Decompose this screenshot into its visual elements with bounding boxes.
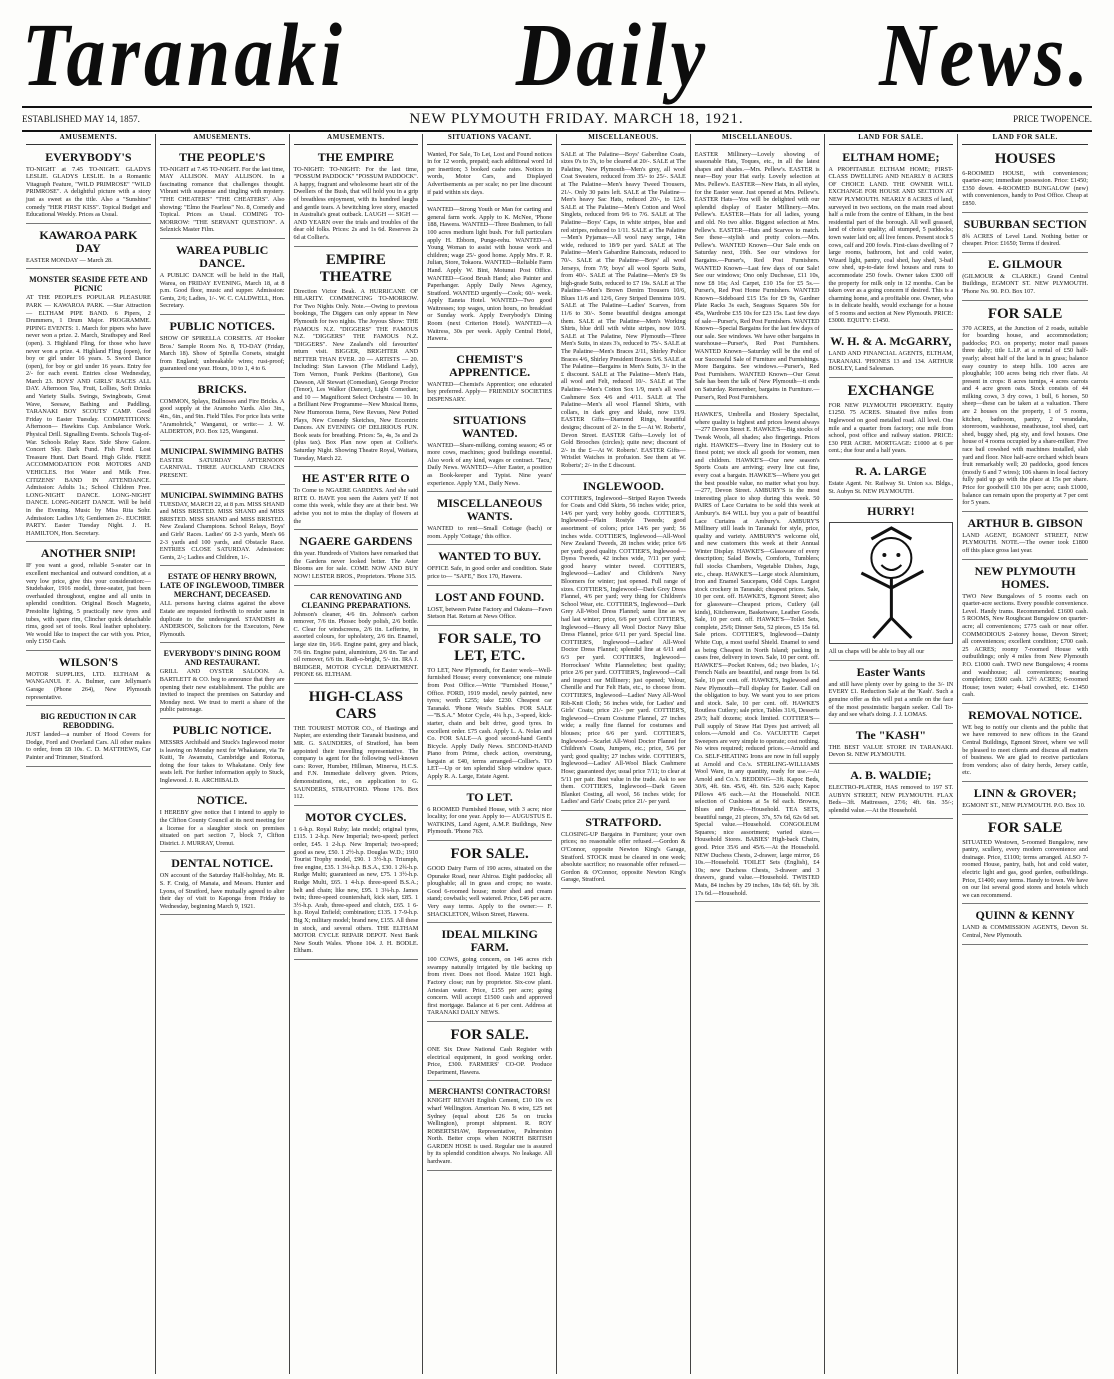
ad-title: R. A. LARGE: [855, 464, 927, 478]
ad-title: KAWAROA PARK DAY: [39, 227, 138, 255]
advertisement: [160, 854, 285, 915]
ad-title: SUBURBAN SECTION: [963, 216, 1087, 231]
ad-title: WILSON'S: [58, 654, 119, 669]
ad-title: FOR SALE, TO LET, ETC.: [438, 630, 542, 664]
ad-title: EVERYBODY'S: [45, 149, 132, 164]
ad-body: HAWKE'S, Umbrella and Hosiery Specialist, where quality is highest and prices lowest always—277 Devon Street E. HAWKE'S—Big stocks of Tweak Wools, all shades; also fingerings. Prices right. HAWKE'S—Every line in Hosiery cut to finest point; we stock all goods for women, men and children. HAWKE'S—Our new season's Sports Coats are arriving; every line cut fine, every coat a bargain. HAWKE'S—Where you get the best possible value, no matter what you buy.—277, Devon Street. AMBURY'S is the most interesting place to shop during this week. 50 PAIRS of Lace Curtains to be sold this week at Ambury's. 8/4 WILL buy you a pair of beautiful Lace Curtains at Ambury's. AMBURY'S Millinery still leads in Taranaki for style, price, quality and variety. AMBURY'S welcome old, and new customers this week at their Annual Winter Display. HAWKE'S—Glassware of every description; Salad Bowls, Comforts, Tumblers; full stocks Chambers, Vegetable Dishes, Jugs, etc., cheap. HAWKE'S—Large stock Aluminium, Iron and Enamel Saucepans, Odd Cups. Largest stock crockery in Taranaki; cheapest prices. Sale, 10 per cent. off. HAWKE'S, Egmont Street; also for glassware—Cheapest prices, Cutlery (all kinds), Kitchenware, Basketware, Leather Goods. Sale, 10 per cent. off. HAWKE'S—Toilet Sets, complete, 25/6; Dinner Sets, 52 pieces, £5 15s 6d. Sale prices. COTTIER'S, Inglewood—Dainty White Cup, a most useful Shield. Enamel to send as being Cheapest in North Island; packing in cases free, delivery in town. Sale, 10 per cent. off. HAWKE'S—Pocket Knives, 6d.; two blades, 1/-; French Nails are beautiful, and range from 1s 6d. Sale, 10 per cent. off. HAWKE'S, Inglewood and New Plymouth—Full display for Easter. Call on the obligation to buy. We want you to see prices and stock. Sale, 10 per cent. off. HAWKE'S Routless Cutlery; sale price, Tables 31/6, Desserts 29/3; half dozens; stock limited. COTTIER'S—Full supply of Straw Hat Dyes just arrived; all colors.—Arnold and Co. VACUETTE Carpet Sweepers are very simple to operate; cost nothing. No wires required; reduced prices.—Arnold and Co. SELF-HEATING Irons are now in full supply at Arnold and Co.'s. STERLING-WILLIAMS Wool Ware, in any quantity, ready for use.—At Arnold and Co.'s. BEDDING—3ft. Kapoc Beds, 30/6, 4ft. 6in. 45/6, 4ft. 6in. 52/6 each; Kapoc Pillows 4/6 each.—At the Household. NICE selection of Cushions at 5s 6d each. Browns, Blues and Pinks.—Household. TEA SETS, beautiful range, 21 pieces, 37s, 57s 6d, 62s 6d set. Special value.—Household. CONGOLEUM Squares; nice assortment; varied sizes.—Household Stores. BABIES' High-back Chairs, good. Price 35/6 and 45/6.—At the Household. NEW Duchess Chests, 2-drawer, large mirror, £6 10s.—Household. TOILET Sets (English), £4 10s; new Duchess Chests, 3-drawer and 3 drawers, grand value.—Household. TWISTED Mats, 84 inches by 29 inches, 18s 6d; 6ft. by 3ft. 17s 6d.—Household.: [694, 411, 820, 897]
advertisement: [427, 1083, 552, 1170]
advertisement: [561, 813, 686, 889]
masthead-word-1: Taranaki: [22, 4, 346, 105]
ad-title: INGLEWOOD.: [582, 478, 664, 493]
ad-title: LOST AND FOUND.: [435, 589, 545, 604]
advertisement: [962, 514, 1088, 560]
advertisement: [695, 408, 820, 902]
ad-body: EASTER MONDAY — March 28.: [26, 256, 113, 264]
established-text: ESTABLISHED MAY 14, 1857.: [22, 114, 140, 124]
column-heading: LAND FOR SALE.: [962, 134, 1088, 145]
advertisement: [294, 469, 419, 530]
ad-body: COMMON, Splays, Bullnoses and Fire Bricks. A good supply at the Aramoho Yards. Also 3in., 4in., 6in., and 9in. Field Tiles. For price lists write "Aramohrick," Wanganui, or write:— J. W. ALDERTON, P.O. Box 125, Wanganui.: [159, 397, 285, 436]
advertisement: [427, 1024, 552, 1081]
cartoon-figure-icon: [830, 523, 953, 643]
ad-body: TO LET, New Plymouth, for Easter week—Well-furnished House; every convenience; one minute from Post Office.—Write "Furnished House," Office. FORD, 1919 model, newly painted, new tyres; worth £255; take £230. Cheapest car Taranaki. 'Phone West's Stables. FOR SALE—"B.S.A." Motor Cycle, 4¼ h.p., 3-speed, kick-starter, chain and belt drive, good tyres. In excellent order. £75 cash. Apply L. A. Nolan and Co. FOR SALE—A good second-hand Gent's Bicycle. Apply Daily News. SECOND-HAND Piano from Prime, check action, overstrung, bargain at £40, terms arranged—Collier's. TO LET—Up or ten splendid Shop window space. Apply R. A. Large, Estate Agent.: [427, 666, 552, 781]
ad-title: MOTOR CYCLES.: [305, 809, 407, 824]
ad-title: FOR SALE: [987, 819, 1063, 836]
ad-title: PUBLIC NOTICE.: [172, 722, 272, 737]
ad-body: this year. Hundreds of Visitors have remarked that the Gardens never looked better. The Aster Blooms are for sale. COME NOW AND BUY NOW! LESTER BROS., Proprietors. 'Phone 315.: [293, 550, 419, 580]
advertisement: [427, 788, 552, 841]
advertisement: [160, 148, 285, 239]
advertisement: [160, 721, 285, 790]
advertisement: [695, 148, 820, 407]
ad-body: THE BEST VALUE STORE IN TARANAKI. Devon St. NEW PLYMOUTH.: [828, 743, 954, 759]
ad-body: COTTIER'S, Inglewood—Striped Rayon Tweeds for Coats and Odd Skirts, 56 inches wide; price, 14/6 per yard; very hobby goods. COTTIER'S, Inglewood—Plain Rostyle Tweeds; good assortment of colors; price 14/6 per yard; 56 inches wide. COTTIER'S, Inglewood—All-Wool New Zealand Tweeds, 28 inches wide; price 6/6 per yard; good quality. COTTIER'S, Inglewood—Dyess Tweeds, 42 inches wide, 7/11 per yard; good heavy winter tweed. COTTIER'S, Inglewood—Ladies' and Children's Navy Bloomers for winter; just opened. Full range of sizes. COTTIER'S, Inglewood—Dark Grey Dress Flannel, 4/6 per yard; very thing for Children's School Wear, etc. COTTIER'S, Inglewood—Dark Grey All-Wool Dress Flannel; same line as we had last winter; price, 6/6 per yard. COTTIER'S, Inglewood—Heavy all Wool Doctor Navy Blue Dress Flannel, price 6/11 per yard. Special line. COTTIER'S, Inglewood—Ladies' All-Wool Doctor Dress Flannel; splendid line at 6/11 and 6/3 per yard. COTTIER'S, Inglewood—Horrockses' White Flannelettes; best quality; price 2/6 per yard. COTTIER'S, Inglewood—Call and inspect our Millinery; just opened; Velour, Chenille and Fur Felt Hats, etc., to choose from. COTTIER'S, Inglewood—Ladies' Navy All-Wool Rib-Knit Cloth; 56 inches wide, for Ladies' and Girls' Coats; price 21/- per yard. COTTIER'S, Inglewood—Cream Costume Flannel, 27 inches wide; a really fine flannel for costumes and blouses; price 6/6 per yard. COTTIER'S, Inglewood—Scarlet All-Wool Doctor Flannel for Children's Coats, Jumpers, etc.; price, 5/6 per yard; good quality; 27 inches wide. COTTIER'S, Inglewood—Ladies' All-Wool Black Cashmere Hose; guaranteed dye; usual price 7/11; to clear at 5/11 per pair. Best value in the trade. Ask to see them. COTTIER'S, Inglewood—Dark Green Blanket Costing, all wool, 56 inches wide; for Ladies' and Girls' Coats; price 21/- per yard.: [561, 494, 686, 806]
advertisement: [829, 332, 954, 378]
advertisement: [160, 317, 285, 378]
ad-title: LINN & GROVER;: [973, 786, 1077, 801]
advertisement: [962, 784, 1088, 815]
advertisement: [294, 808, 419, 960]
ad-title: HOUSES: [994, 150, 1056, 167]
column-6: [691, 134, 825, 1374]
advertisement: [962, 706, 1088, 782]
column-3: [290, 134, 424, 1374]
ad-body: and still have plenty over by going to the 3/- IN EVERY £1. Reduction Sale at the 'Kash'. Such a genuine offer as this will put a smile on the face of the most pessimistic bargain seeker. Call To-day and see what's doing. J. J. LOMAS.: [828, 680, 954, 719]
ad-title: WAREA PUBLIC DANCE.: [175, 242, 269, 270]
ad-body: TO-NIGHT at 7.45 TO-NIGHT. For the last time, MAY ALLISON. MAY ALLISON. In a fascinating romance that challenges thought. Vibrant with suspense and tingling with mystery. "THE CHEATERS" "THE CHEATERS". Also showing: "Elmo the Fearless" No. 8, Comedy and Topical. Prices as Usual. COMING TO-MORROW: "THE SERVANT QUESTION". A Selznick Master Film.: [159, 165, 285, 234]
price-text: PRICE TWOPENCE.: [1013, 114, 1092, 124]
ad-title: MONSTER SEASIDE FETE AND PICNIC: [29, 275, 148, 294]
ad-body: SITUATED Westown, 5-roomed Bungalow, new pantry, scullery, every modern convenience and drainage. Price, £1100; terms arranged. ALSO 7-roomed House, pantry, bath, hot and cold water, electric light and gas, good garden, outbuildings. Price, £1400; easy terms. Handy to town. We have on our list several good stores and hotels which we can recommend.: [962, 838, 1088, 899]
advertisement: [160, 443, 285, 485]
ad-title: THE EMPIRE: [317, 149, 395, 164]
masthead-word-3: News.: [879, 4, 1092, 105]
ad-body: EASTER Millinery—Lovely showing of seasonable Hats, Toques, etc., in all the latest shapes and shades.—Mrs. Pellew's. EASTER is near—Buy your Hat early. Lovely selection at Mrs. Pellew's. EASTER—New Hats, in all styles, for the Easter wear. Just opened at Mrs. Pellew's. EASTER Hats—You will be delighted with our splendid display of Easter Millinery.—Mrs. Pellew's. EASTER—Hats for all ladies, young and old. No two alike. Biggest selection at Mrs. Pellew's. EASTER—Hats and Scarves to match. See these—stylish and pretty colors.—Mrs. Pellew's. WANTED Known—Our Sale ends on Saturday next, 19th. See our windows for Bargains.—Purser's, Red Post Furnishers. WANTED Known—Last few days of our Sale! See our windows; Ono only Duchesse, £11 10s, now £8 16s; Axl Carpet, £10 15s for £5 5s.—Purser's, Red Post Home Furnishers. WANTED Known—Sideboard £15 15s for £9 9s, Gardner Plate Racks 3s each, Seagrass Squares 50s for 45s, Wardrobe £35 10s for £23 15s. Last few days of sale—Purser's, Red Post Furnishers. WANTED Known—Special Bargains for the last few days of our sale. See windows. We have other bargains in warehouse—Purser's, Red Post Furnishers. WANTED Known—Saturday will be the end of our Successful Sale of Furniture and Furnishings. More Bargains. See windows.—Purser's, Red Post Furnishers. WANTED Known—Our Great Sale has been the talk of New Plymouth—it ends on Saturday. Remember, bargains in Furniture.—Purser's, Red Post Furnishers.: [694, 150, 820, 401]
ad-title: NGAERE GARDENS: [299, 534, 413, 549]
ad-body: IF you want a good, reliable 5-seater car in excellent mechanical and outward condition, at a very low price, give this your consideration:— Studebaker, 1916 model, three-seater, just been overhauled throughout, engine and all units in splendid condition. Original Bosch Magneto, Prestolite lighting, 5 practically new tyres and tubes, with spare rim, Clincher quick detachable rims, good set of tools. Real leather upholstery. We would like to inspect the car with you. Price, only £150 Cash.: [26, 562, 151, 646]
ad-title: E. GILMOUR: [988, 256, 1063, 271]
ad-title: W. H. & A. McGARRY,: [830, 334, 952, 349]
ad-title: MISCELLANEOUS WANTS.: [436, 496, 543, 524]
ad-body: EASTER SATURDAY AFTERNOON CARNIVAL. THREE AUCKLAND CRACKS PRESENT.: [159, 456, 285, 480]
advertisement: [561, 148, 686, 475]
ad-body: CLOSING-UP Bargains in Furniture; your own prices; no reasonable offer refused.—Gordon & O'Connor, opposite Newton King's Garage, Stratford. STOCK must be cleared in one week; absolute sacrifice; no reasonable offer refused.—Gordon & O'Connor, opposite Newton King's Garage, Stratford.: [561, 830, 686, 884]
advertisement: [829, 148, 954, 330]
advertisement: [962, 562, 1088, 704]
advertisement: [962, 817, 1088, 905]
ad-title: ELTHAM HOME;: [842, 149, 940, 164]
ad-body: JUST landed—a number of Hood Covers for Dodge, Ford and Overland Cars. All other makes to order, from £8 10s. C. D. MATTHEWS, Car Painter and Trimmer, Stratford.: [26, 731, 151, 762]
ad-title: EXCHANGE: [847, 382, 935, 399]
ad-body: To Come to NGAERE GARDENS. And she said RITE O. HAVE you seen the Asters yet? If not come this week, while they are at their best. We advise you not to miss the display of flowers at the: [293, 487, 419, 525]
ad-title: EMPIRE THEATRE: [319, 251, 392, 285]
ad-body: I HEREBY give notice that I intend to apply to the Clifton County Council at its next meeting for a license for a slaughter stock on premises situated on part section 7, block 7, Clifton District. J. MURRAY, Urenui.: [159, 809, 285, 847]
ad-title: FOR SALE.: [450, 1026, 529, 1043]
ad-title: DENTAL NOTICE.: [171, 856, 274, 871]
issue-date: NEW PLYMOUTH FRIDAY. MARCH 18, 1921.: [409, 110, 744, 127]
advertisement: [160, 487, 285, 567]
ad-body: MESSRS Archibald and Stuck's Inglewood motor is leaving on Monday next for Whakatane, via Te Kuiti, Te Awamutu, Cambridge and Rotorua, doing the four takes to Whakatane. Only few seats left. For further information apply to Stuck, Inglewood. J. R. ARCHIBALD.: [159, 738, 285, 784]
advertisement: [427, 925, 552, 1022]
advertisement: [829, 726, 954, 764]
column-heading: LAND FOR SALE.: [829, 134, 954, 145]
ad-body: THE TOURIST MOTOR CO., of Hastings and Napier, are extending their Taranaki business, and MR. G. SAUNDERS, of Stratford, has been appointed their travelling representative. The company is agent for the following well-known cars: Rover, Humber, Hillman, Minerva, H.C.S. and F.N. Immediate delivery given. Prices, demonstrations, etc., on application to G. SAUNDERS, STRATFORD. 'Phone 176. Box 112.: [293, 724, 419, 801]
ad-title: Easter Wants: [856, 664, 926, 679]
ad-body: 1 6-h.p. Royal Ruby; late model; original tyres, £115. 1 2-h.p. New Imperial; two-speed; perfect order, £45. 1 2-h.p. New Imperial; two-speed; good as new, £50. 1 2½-h.p. Douglas W.D.; 1910 Tourist Trophy model, £90. 1 3½-h.p. Triumph, free engine, £35. 1 3¼-h.p. B.S.A., £30. 1 2¾-h.p. Rudge Multi; guaranteed as new, £75. 1 3½-h.p. Rudge Multi, £65. 1 4-h.p. three-speed B.S.A.; belt and chain; like new, £95. 1 3¼-h.p. James twin; three-speed countershaft, kick start, £85. 1 3½-h.p. Arab, three-speed and clutch, £65. 1 6-h.p. Royal Enfield; combination; £135. 1 7-9-h.p. Big X; military model; brand new, £155. All these in stock, and several others. THE ELTHAM MOTOR CYCLE REPAIR DEPOT. Next Bank New South Wales. 'Phone 104. J. H. BODLE. Eltham.: [293, 825, 419, 955]
ad-title: HE AST'ER RITE O: [302, 471, 410, 486]
column-heading: AMUSEMENTS.: [26, 134, 151, 145]
advertisement: [427, 547, 552, 585]
ad-body: OFFICE Safe, in good order and condition. State price to— "SAFE," Box 170, Hawera.: [427, 565, 552, 580]
ad-body: WANTED to rent—Small Cottage (bach) or room. Apply 'Cottage,' this office.: [427, 525, 552, 540]
advertisement: [294, 686, 419, 806]
advertisement: [294, 588, 419, 684]
advertisement: [160, 380, 285, 441]
masthead-word-2: Daily: [515, 4, 710, 105]
advertisement: [427, 203, 552, 348]
advertisement: [26, 226, 151, 270]
masthead: [22, 6, 1092, 104]
advertisement: [427, 843, 552, 923]
ad-body: KNIGHT REVAH English Cement, £10 10s ex wharf Wellington. American No. 8 wire, £25 net Sydney (equal about £26 5s on trucks Wellington), prompt shipment. R. ROY ROBERTSHAW, Representative, Palmerston North. Better crops when NORTH BRITISH GARDEN HOSE is used. Regular use is assured by its splendid condition always. No leakage. All hardware.: [427, 1097, 552, 1166]
ad-title: HIGH-CLASS CARS: [308, 688, 403, 722]
ad-title: FOR SALE: [987, 305, 1063, 322]
advertisement: [160, 645, 285, 719]
ad-body: WANTED—Share-milking, coming season; 45 or more cows, machines; good buildings essential. Also work of any kind, wages or contract. 'Tacu,' Daily News. WANTED—After Easter, a position as Book-keeper and Typist. Nine years' experience. Apply Y.M., Daily News.: [427, 441, 552, 487]
ad-title: CHEMIST'S APPRENTICE.: [449, 351, 531, 379]
ad-title: SITUATIONS WANTED.: [453, 412, 527, 440]
ad-title: EVERYBODY'S DINING ROOM AND RESTAURANT.: [163, 649, 281, 668]
ad-body: GRILL AND OYSTER SALOON. A. BARTLETT & CO. beg to announce that they are opening their new establishment. The public are invited to inspect the premises on Saturday and Monday next. We trust to merit a share of the public patronage.: [159, 668, 285, 714]
ad-body: TUESDAY, MARCH 22, at 8 p.m. MISS SHAND and MISS BRISTED. MISS SHAND and MISS BRISTED. MISS SHAND and MISS BRISTED. New Zealand Champions. School Relays, Boys' and Girls' Races. Ladies' 66 2-3 yards, Men's 66 2-3 yards and 100 yards, and Obstacle Race. ENTRIES CLOSE SATURDAY. Admission: Gents, 2/-; Ladies and Children, 1/-.: [159, 500, 285, 561]
column-heading: SITUATIONS VACANT.: [427, 134, 552, 145]
column-2: [156, 134, 290, 1374]
column-heading: AMUSEMENTS.: [160, 134, 285, 145]
ad-body: All us chaps will be able to buy all our: [828, 648, 925, 656]
ad-body: TWO New Bungalows of 5 rooms each on quarter-acre sections. Every possible convenience. Level. Handy trams. Recommended. £1600 cash. 5 ROOMS, New Roughcast Bungalow on quarter-acre; all conveniences; £775 cash or near offer. COMMODIOUS 2-storey house, Devon Street; all conveniences; excellent condition; £700 cash. 25 ACRES; roomy 7-roomed House with outbuildings; only 4 miles from New Plymouth P.O. £1000 cash. TWO new Bungalows; 4 rooms and washhouse; all conveniences; nearing completion; £600 cash. 12½ ACRES; 6-roomed House; town water; 4-bail cowshed, etc. £1450 cash.: [962, 592, 1088, 699]
advertisement: [829, 766, 954, 819]
ad-title: MERCHANTS! CONTRACTORS!: [428, 1087, 551, 1097]
ad-body: LAND AND FINANCIAL AGENTS, ELTHAM, TARANAKI. 'PHONES 13 and 134. ARTHUR BOSLEY, Land Salesman.: [828, 350, 954, 373]
ad-body: A PUBLIC DANCE will be held in the Hall, Warea, on FRIDAY EVENING, March 18, at 8 p.m. Good floor, music and supper. Admission: Gents, 2/6; Ladies, 1/-. W. C. CALDWELL, Hon. Secretary.: [159, 271, 285, 310]
column-7: [825, 134, 959, 1374]
advertisement: [427, 494, 552, 545]
ad-body: ELECTRO-PLATER, HAS removed to 197 ST. AUBYN STREET, NEW PLYMOUTH. FLAX Beds—3ft. Mattresses, 27/6; 4ft. 6in. 35/-; splendid value.—At the Household.: [828, 783, 954, 814]
ad-title: MUNICIPAL SWIMMING BATHS: [160, 446, 284, 456]
ad-title: NEW PLYMOUTH HOMES.: [974, 563, 1076, 591]
ad-title: MUNICIPAL SWIMMING BATHS: [160, 490, 284, 500]
ad-body: MOTOR SUPPLIES, LTD. ELTHAM & WANGANUI. F. A. Bulmer, care Jellyman's Garage (Phone 264), New Plymouth representative.: [26, 670, 151, 701]
ad-body: TO-NIGHT: TO-NIGHT: For the last time, "POSSUM PADDOCK" "POSSUM PADDOCK". A happy, fragrant and wholesome heart stir of the Dwellers of the Bush, that will hold you in a grip of breathless enjoyment, with its hundred laughs and gentle tears. A bewitching love story, enacted in Australia's great outback. LAUGH — SIGH — AND YEARN over the trials and troubles of the dear old folks. Prices: 2s and 1s 6d. Reserves 2s 6d at Collier's.: [293, 165, 419, 241]
ad-title: ESTATE OF HENRY BROWN, LATE OF INGLEWOOD, TIMBER MERCHANT, DECEASED.: [159, 572, 285, 600]
advertisement: [26, 544, 151, 651]
ad-title: ANOTHER SNIP!: [40, 546, 136, 561]
ad-body: (GILMOUR & CLARKE.) Grand Central Buildings, EGMONT ST. NEW PLYMOUTH. 'Phone No. 90. P.O. Box 107.: [962, 272, 1088, 295]
column-heading: AMUSEMENTS.: [294, 134, 419, 145]
ad-title: TO LET.: [466, 789, 513, 804]
ad-title: BIG REDUCTION IN CAR REBODDING.: [40, 712, 137, 731]
cartoon-illustration: [829, 522, 954, 644]
ad-body: 8¾ ACRES of Level Land. Nothing better or cheaper. Price: £1650; Terms if desired.: [962, 232, 1088, 248]
column-4: [423, 134, 557, 1374]
column-1: [22, 134, 156, 1374]
advertisement: [962, 148, 1088, 213]
advertisement: [829, 380, 954, 460]
ad-body: 6 ROOMED Furnished House, with 3 acre; nice locality; for one year. Apply to— AUGUSTUS E. WATKINS, Land Agent, A.M.P. Buildings, New Plymouth. 'Phone 763.: [427, 805, 552, 836]
ad-body: Johnson's cleaner, 4/6 tin. Johnson's carbon remover, 7/6 tin. Phosec body polish, 2/6 bottle. C. Clear for windscreens, 2/6 tin. Lefferine, in assorted colours, for upholstery, 2/6 tin. Enamel, large size tin, 16/6. Engine paint, grey and black, 7/6 tin. Engine paint, aluminium, 2/6 tin. Tar and oil remover, 6/6 tin. Radi-o-bright, 5/- tin. IRA J. BRIDGER, MOTOR CYCLE DEPARTMENT. PHONE 66. ELTHAM.: [293, 610, 419, 679]
advertisement: [962, 303, 1088, 512]
ad-body: Estate Agent. Nr. Railway St. Union s.s. Bldgs., St. Aubyn St. NEW PLYMOUTH.: [828, 480, 954, 495]
advertisement: [427, 411, 552, 493]
ad-title: CAR RENOVATING AND CLEANING PREPARATIONS.: [301, 591, 411, 610]
advertisement: [160, 241, 285, 315]
ad-body: Direction Victor Beak. A HURRICANE OF HILARITY. COMMENCING TO-MORROW. For Two Nights Only. Note.—Owing to previous bookings, The Diggers can only appear in New Plymouth for two nights. The Joyous Show: THE FAMOUS N.Z. "DIGGERS" THE FAMOUS N.Z. "DIGGERS" THE FAMOUS N.Z. "DIGGERS". New Zealand's old favourites' return visit. BIGGER, BRIGHTER AND BETTER THAN EVER. 20 — ARTISTS — 20. Including: Stan Lawson (The Midland Lady), Tom Vernon, Frank Perkins (Baritone), Gus Dawson, Alf Stewart (Comedian), George Proctor (Tenor), Les Walker (Dancer), Light Comedian; and 10 — Magnificent Select Orchestra — 10. In a Brilliant New Programme—New Musical Items, New Humorous Items, New Revues, New Potted Plays, New Comedy Sketches, New Eccentric Dances. AN EVENING OF DELIRIOUS FUN. Book seats for breathing. Prices: 5s, 4s, 3s and 2s (plus tax). Box Plan now open at Collier's. Saturday Night. Showing Theatre Royal, Waitara, Tuesday, March 22.: [293, 287, 419, 462]
dateline: [22, 106, 1092, 132]
ad-body: TO-NIGHT at 7.45 TO-NIGHT. GLADYS LESLIE. GLADYS LESLIE. In a Romantic Vitagraph Feature, "WILD PRIMROSE" "WILD PRIMROSE". A delightful picture with a story just as sweet as the title. Also a "Sunshine" comedy "HER FIRST KISS". Topical Budget and Educational Weekly. Prices as Usual.: [26, 165, 151, 219]
ad-body: ONE Six Draw National Cash Register with electrical equipment, in good working order. Price, £300. FARMERS' CO-OP. Produce Department, Hawera.: [427, 1045, 552, 1076]
ad-body: SALE at The Palatine—Boys' Gaberdine Coats, sizes 0's to 3's, to be cleared at 20/-. SALE at The Palatine, New Plymouth—Men's grey, all wool Coat Sweaters, reduced from 35/- to 25/-. SALE at The Palatine—Men's heavy Tweed Trousers, 21/-. Only 30 pairs left. SALE at The Palatine—Men's heavy Sac Hats, reduced 20/-, to 12/6. SALE at The Palatine—Men's Cotton and Wool Singlets, reduced from 9/6 to 7/6. SALE at The Palatine—Boys' Caps, in white stripes, blue and red stripes, reduced to 1/11. SALE at The Palatine—Men's Pyjamas—All wool navy serge, 14in wide, reduced to 18/9 per yard. SALE at The Palatine—Men's Gabardine Raincoats, reduced to 70/-. SALE at The Palatine—Boys' all wool Jerseys, from 7/9; boys' all wool Sports Suits, from 40/-. SALE at The Palatine—Men's £9 9s high-grade Suits, reduced to £7 19s. SALE at The Palatine—Men's Brown Denim Trousers 10/6, Blues 11/6 and 12/6, Grey Striped Dennims 10/9. SALE at The Palatine—Ladies' Scarves, from 11/6 to 30/-. Some beautiful designs amongst them. SALE at The Palatine—Men's Working Shirts, blue drill with white stripes, now 10/9. SALE at The Palatine, New Plymouth—Three Men's Suits, in sizes 3's, reduced to 75/-. SALE at The Palatine—Men's Braces 2/11, Shirley Police Braces 4/6, Shirley President Braces 5/6. SALE at The Palatine—Bargains in Men's Suits, 3/- in the £ discount. SALE at The Palatine—Men's Hats, all wool and Felt, reduced 10/-. SALE at The Palatine—Men's Cotton Sox 1/9, men's all wool Cashmere Sox 4/6 and 4/11. SALE at The Palatine—Men's all wool Flannel Shirts, with collars, in dark grey and khaki, now 13/9. EASTER Gifts—Diamond Rings, beautiful designs; discount of 2/- in the £—At W. Roberts', Devon Street. EASTER Gifts—Lovely lot of Gold Brooches (circles); quite new; discount of 2/- in the £—At W. Roberts'. EASTER Gifts—Wristlet Watches in profusion. See them at W. Roberts'; 2/- in the £ discount.: [561, 150, 686, 469]
advertisement: [294, 249, 419, 468]
ad-body: SHOW OF SPIRELLA CORSETS. AT Hooker Bros.' Sample Room No. 8, TO-DAY (Friday, March 18). Show of Spirella Corsets, straight from England; unbreakable wires; rust-proof; guaranteed one year. Hours, 10 to 1, 4 to 6.: [159, 334, 285, 373]
ad-body: WE beg to notify our clients and the public that we have removed to new offices in the Grand Central Buildings, Egmont Street, where we will be pleased to meet clients and discuss all matters of business. We are glad to receive particulars from vendors; also of dairy herds, Jersey cattle, etc.: [962, 723, 1088, 777]
ad-title: NOTICE.: [196, 793, 248, 808]
page-columns: [22, 134, 1092, 1374]
column-8: [958, 134, 1092, 1374]
ad-title: IDEAL MILKING FARM.: [441, 927, 538, 955]
advertisement: [829, 502, 954, 661]
advertisement: [962, 215, 1088, 253]
ad-body: AT THE PEOPLE'S POPULAR PLEASURE PARK — KAWAROA PARK. —Star Attraction— ELTHAM PIPE BAND. 6 Pipers, 2 Drummers, 1 Drum Major. PROGRAMME. PIPING EVENTS: 1. March for pipers who have never won a prize. 2. March, Strathspey and Reel (open). 3. Highland Fling, for those who have never won a prize. 4. Highland Fling (open), for boy or girl under 16 years. 5. Sword Dance (open), for boy or girl under 16 years. Entry fee 2/- for each event. Entries close Wednesday, March 23. BOYS' AND GIRLS' RACES ALL DAY. Afternoon Tea, Fruit, Lollies, Soft Drinks and Variety Stalls. Swings, Swingboats, Great Wave, Seesaw, Bathing and Paddling. TARANAKI BOY SCOUTS' CAMP. Good Friday to Easter Tuesday. COMPETITIONS: Afternoon— Hawkins Cup. Ambulance Work. Physical Drill. Signalling Events. Schools Tug-of-War. Schools Relay Race. Side Show Galore. Concert Sky. Dark Fund. Fish Pond. Lost Treasure Hunt. Dart Board. High Glide. FREE ACCOMMODATION FOR MOTORS AND VEHICLES. Hot Water and Milk Free. CITIZENS' BAND IN ATTENDANCE. Admission: Adults 1s.; School Children Free. LONG-NIGHT DANCE. LONG-NIGHT DANCE. LONG-NIGHT DANCE. Will be held in the Evening. Music by Miss Rita Sohr. Admission: Ladies 1/6; Gentlemen 2/-. EUCHRE PARTY. Easter Tuesday Night. J. H. HAMILTON, Hon. Secretary.: [26, 294, 151, 537]
advertisement: [427, 148, 552, 202]
advertisement: [427, 628, 552, 786]
ad-body: 6-ROOMED HOUSE, with conveniences; quarter-acre; immediate possession. Price: £1450; £350 down. 4-ROOMED BUNGALOW (new) with conveniences, handy to Post Office. Cheap at £850.: [962, 169, 1088, 207]
ad-body: 100 COWS, going concern, on 146 acres rich swampy naturally irrigated by tile backing up from river. Does not flood. Maize 1921 high. Factory close; run by proprietor. Six-cow plant. Artesian water. Price, £155 per acre; going concern. Will accept £1500 cash and approved first mortgage. Balance at 6 per cent. Address at TARANAKI DAILY NEWS.: [427, 956, 552, 1017]
advertisement: [160, 568, 285, 643]
ad-title: The "KASH": [855, 727, 927, 742]
ad-body: LAND & COMMISSION AGENTS, Devon St. Central, New Plymouth.: [962, 924, 1088, 939]
advertisement: [829, 462, 954, 500]
advertisement: [294, 532, 419, 585]
column-heading: MISCELLANEOUS.: [695, 134, 820, 145]
advertisement: [26, 708, 151, 766]
advertisement: [561, 477, 686, 811]
advertisement: [26, 271, 151, 542]
ad-title: ARTHUR B. GIBSON: [967, 515, 1083, 530]
ad-body: Wanted, For Sale, To Let, Lost and Found notices in for 12 words, prepaid; each additional word 1d per insertion; 3 booked cashe rates. Notices in words, Motor Cars, and Displayed Advertisements as per scale; no per line discount if paid within six days.: [427, 150, 552, 196]
ad-title: STRATFORD.: [585, 814, 662, 829]
advertisement: [962, 906, 1088, 944]
advertisement: [294, 148, 419, 247]
ad-title: FOR SALE.: [450, 846, 529, 863]
advertisement: [829, 663, 954, 724]
ad-title: REMOVAL NOTICE.: [968, 707, 1083, 722]
ad-title: PUBLIC NOTICES.: [169, 318, 275, 333]
advertisement: [962, 255, 1088, 301]
ad-body: FOR NEW PLYMOUTH PROPERTY. Equity £1250. 75 ACRES. Situated five miles from Inglewood on good metalled road. All level. One mile and a quarter from factory; one mile from school, post office and railway station. PRICE: £30 PER ACRE. MORTGAGE: £1000 at 6 per cent.; due four and a half years.: [828, 401, 954, 455]
advertisement: [160, 791, 285, 852]
ad-body: A PROFITABLE ELTHAM HOME; FIRST-CLASS DWELLING AND NEARLY 8 ACRES OF CHOICE LAND. THE OWNER WILL EXCHANGE FOR HOUSE AND SECTION AT NEW PLYMOUTH. NEARLY 8 ACRES of land, surveyed in two sections, on the main road about half a mile from the centre of Eltham, in the best residential part of the borough. All well grassed, land of choice quality; all stumped, 5 paddocks; town water laid on; all live fences. Present stock 5 cows, calf and 200 fowls. First-class dwelling of 7 large rooms, bathroom, hot and cold water, Wizard light, pantry, coal shed, hay shed, 3-bail cow shed, up-to-date fowl houses and runs to accommodate 250 fowls. Owner takes £300 off the property for milk only in 12 months. Can be taken over as a going concern if desired. This is a charming home, and a profitable one. Owner, who is in delicate health, would exchange for a house of 5 rooms and section at New Plymouth. PRICE: £3000. EQUITY: £1450.: [828, 165, 954, 325]
advertisement: [26, 653, 151, 706]
column-5: [557, 134, 691, 1374]
advertisement: [26, 148, 151, 224]
ad-title: BRICKS.: [197, 381, 247, 396]
ad-title: A. B. WALDIE;: [850, 767, 932, 782]
advertisement: [427, 588, 552, 626]
ad-body: EGMONT ST., NEW PLYMOUTH. P.O. Box 10.: [962, 802, 1086, 810]
ad-body: LAND AGENT, EGMONT STREET, NEW PLYMOUTH. NOTE.—The owner took £1800 off this place gross last year.: [962, 531, 1088, 554]
advertisement: [427, 350, 552, 409]
ad-title: WANTED TO BUY.: [438, 549, 542, 564]
ad-title: QUINN & KENNY: [975, 908, 1075, 923]
ad-title: THE PEOPLE'S: [178, 149, 266, 164]
ad-body: ALL persons having claims against the above Estate are requested forthwith to render same in duplicate to the undersigned. STANDISH & ANDERSON, Solicitors for the Executors, New Plymouth.: [159, 600, 285, 638]
ad-body: GOOD Dairy Farm of 190 acres, situated on the Opunake Road, near Ahiroa. Eight paddocks; all ploughable; all in grass and crops; no waste. Good 6-roomed house; motor shed and cream stand; cowbails; well watered. Price, £46 per acre. Very easy terms. Apply to the owner:— F. SHACKLETON, Wilson Street, Hawera.: [427, 865, 552, 918]
ad-body: WANTED—Strong Youth or Man for carting and general farm work. Apply to K. McNee, 'Phone 188, Hawera. WANTED—Three Bushmen, to fall 100 acres medium light bush. For full particulars apply H. Ebborn, Punge-rehu. WANTED—A Young Woman to assist with house work and children; wage 25/- good home. Apply Mrs. F. R. Julian, Store, Tokaora. WANTED—Reliable Farm Hand. Apply W. Bint, Motunui Post Office. WANTED—Good Brush Hand; also Painter and Paperhanger. Apply Daily News Agency, Stratford. WANTED urgently—Cook; 60/- week. Apply Eaneta Hotel. WANTED—Two good Waitresses; top wages, union hours, no breakfast or Sunday work. Apply Everybody's Dining Room (next Criterion Hotel). WANTED—A Waitress, 30s per week. Apply Central Hotel, Hawera.: [427, 206, 552, 343]
ad-body: 370 ACRES, at the Junction of 2 roads, suitable for boarding house, and accommodation; paddocks; P.O. on property; motor mail passes three daily; title L.I.P. at a rental of £50 half-yearly; about half of the land is in grass; balance easy country to steep hills. 100 acres are ploughable; 100 acres being rich river flats. At present in crops: 8 acres turnips, 4 acres carrots and 4 acre green oats. Stock consists of 44 milking cows, 3 dry cows, 1 bull, 6 horses, 50 sheep—these can be taken at a valuation. There are 2 houses on the property, 1 of 5 rooms, kitchen, bathroom, pantry, 2 verandahs, storeroom, washhouse, meathouse, tool shed, cart shed, buggy shed, pig sty, and fowl houses. One house of 4 rooms occupied by a share-milker. Five race bail cowshed with machines installed, slab yard and floor. Nice half-acre orchard which bears fruit remarkably well; 20 paddocks, good fences (mostly 6 and 7 wires); 106 shares in local factory fully paid up go with the place at 15s per share. Price for goodwill £10 10s per acre; cash £1000, balance can remain upon the property at 7 per cent for 5 years.: [962, 324, 1088, 507]
ad-title: HURRY!: [867, 504, 915, 519]
ad-body: WANTED—Chemist's Apprentice; one educated boy preferred. Apply— FRIENDLY SOCIETIES DISPENSARY.: [427, 380, 552, 404]
ad-body: LOST, between Paine Factory and Oakura—Fawn Stetson Hat. Return at News Office.: [427, 605, 552, 621]
ad-body: ON account of the Saturday Half-holiday, Mr. R. S. F. Craig, of Manaia, and Messrs. Hunter and Lyons, of Stratford, have mutually agreed to alter their day of visit to Kaponga from Friday to Wednesday, beginning March 9, 1921.: [159, 872, 285, 910]
column-heading: MISCELLANEOUS.: [561, 134, 686, 145]
